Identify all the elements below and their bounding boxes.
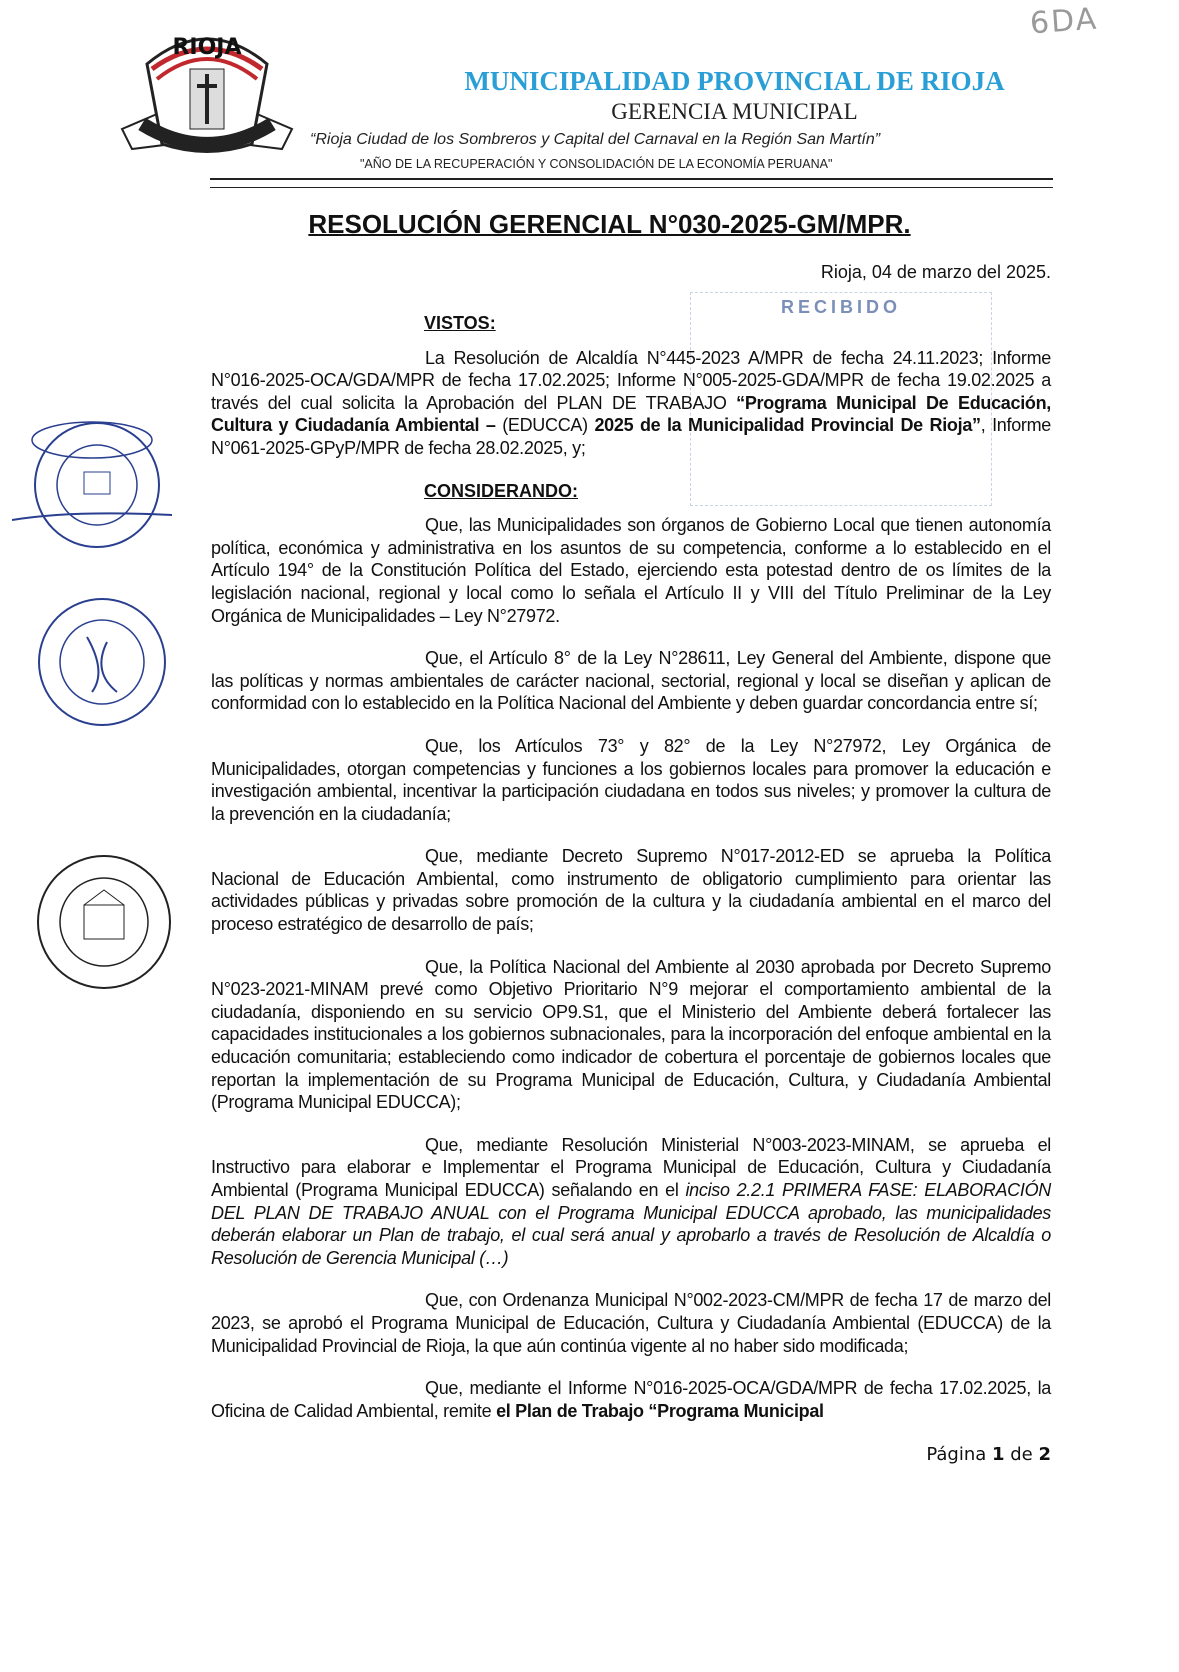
environmental-management-stamp [32,592,172,732]
text-run: Que, el Artículo 8° de la Ley N°28611, Ley General del Ambiente, dispone que las políticas y normas ambientales de carácter nacional, sectorial, regional y local se diseñan y aplican de conformidad con lo establecido en la Política Nacional del Ambiente y deben guardar concordancia entre sí; [211,648,1051,714]
document-date: Rioja, 04 de marzo del 2025. [820,262,1051,282]
header-divider [210,178,1053,188]
considerando-paragraph [211,956,1051,1114]
vistos-body [211,347,1051,460]
text-run: 2025 de la Municipalidad Provincial De Rioja” [594,415,981,436]
document-body [211,312,1051,1467]
text-run: “Programa Municipal De Educación, Cultura y Ciudadanía Ambiental – [211,392,1052,436]
text-run: Que, mediante Decreto Supremo N°017-2012-ED se aprueba la Política Nacional de Educación Ambiental, como instrumento de obligatorio cumplimiento para orientar las actividades públicas y privadas sobre promoción de la cultura y la ciudadanía ambiental en el marco del proceso estratégico de desarrollo de país; [211,846,1051,935]
handwritten-note: 6DA [1028,1,1100,42]
page-label: Página [926,1444,992,1466]
institution-name: MUNICIPALIDAD PROVINCIAL DE RIOJA [464,66,1005,96]
year-motto: "AÑO DE LA RECUPERACIÓN Y CONSOLIDACIÓN DE LA ECONOMÍA PERUANA" [360,157,833,171]
document-title: RESOLUCIÓN GERENCIAL N°030-2025-GM/MPR. [308,209,911,239]
received-stamp-label: RECIBIDO [780,297,901,317]
considerando-paragraph [211,845,1051,935]
considerando-body [211,514,1051,1422]
considerando-paragraph [211,1289,1051,1357]
text-run: Que, la Política Nacional del Ambiente al 2030 aprobada por Decreto Supremo N°023-2021-MINAM prevé como Objetivo Prioritario N°9 mejorar el comportamiento ambiental de la ciudadanía, disponiendo en su servicio OP9.S1, que el Ministerio del Ambiente deberá fortalecer las capacidades institucionales a los gobiernos subnacionales, para la incorporación del enfoque ambiental en la educación comunitaria; estableciendo como indicador de cobertura el porcentaje de gobiernos locales que reportan la implementación de su Programa Municipal de Educación, Cultura, y Ciudadanía Ambiental (Programa Municipal EDUCCA); [211,956,1051,1113]
legal-office-stamp [32,850,177,995]
current-page: 1 [991,1444,1005,1466]
text-run: Que, con Ordenanza Municipal N°002-2023-CM/MPR de fecha 17 de marzo del 2023, se aprobó el Programa Municipal de Educación, Cultura y Ciudadanía Ambiental (EDUCCA) de la Municipalidad Provincial de Rioja, la que aún continúa vigente al no haber sido modificada; [211,1290,1051,1356]
municipal-seal-stamp [12,410,177,560]
text-run: La Resolución de Alcaldía N°445-2023 A/MPR de fecha 24.11.2023; Informe N°016-2025-OCA/GDA/MPR de fecha 17.02.2025; Informe N°005-2025-GDA/MPR de fecha 19.02.2025 a través del cual solicita la Aprobación del PLAN DE TRABAJO [211,347,1051,413]
vistos-heading: VISTOS: [424,313,496,333]
text-run: (EDUCCA) [502,415,595,436]
city-slogan: “Rioja Ciudad de los Sombreros y Capital del Carnaval en la Región San Martín” [310,131,881,148]
considerando-heading: CONSIDERANDO: [424,480,579,501]
text-run: , Informe N°061-2025-GPyP/MPR de fecha 28.02.2025, y; [211,415,1052,458]
page-number [211,1444,1051,1467]
considerando-paragraph [211,1134,1051,1270]
text-run: Que, mediante el Informe N°016-2025-OCA/GDA/MPR de fecha 17.02.2025, la Oficina de Calidad Ambiental, remite [211,1378,1051,1421]
text-run: Que, las Municipalidades son órganos de Gobierno Local que tienen autonomía política, económica y administrativa en los asuntos de su competencia, conforme a lo establecido en el Artículo 194° de la Constitución Política del Estado, ejerciendo esta potestad dentro de os límites de la legislación nacional, regional y local como lo señala el Artículo II y VIII del Título Preliminar de la Ley Orgánica de Municipalidades – Ley N°27972. [211,515,1051,626]
office-name: GERENCIA MUNICIPAL [611,99,858,124]
text-run: Que, los Artículos 73° y 82° de la Ley N°27972, Ley Orgánica de Municipalidades, otorgan competencias y funciones a los gobiernos locales para promover la educación e investigación ambiental, incentivar la participación ciudadana en todos sus niveles; y promover la cultura de la prevención en la ciudadanía; [211,735,1051,824]
vistos-paragraph [211,347,1051,460]
text-run: Que, mediante Resolución Ministerial N°003-2023-MINAM, se aprueba el Instructivo para elaborar e Implementar el Programa Municipal de Educación, Cultura y Ciudadanía Ambiental (Programa Municipal EDUCCA) señalando en el [211,1134,1051,1200]
considerando-paragraph [211,514,1051,627]
considerando-paragraph [211,647,1051,715]
svg-text:RIOJA: RIOJA [172,35,242,60]
page-of: de [1004,1444,1039,1466]
text-run: el Plan de Trabajo “Programa Municipal [496,1400,824,1421]
total-pages: 2 [1038,1444,1051,1466]
considerando-paragraph [211,1377,1051,1422]
considerando-paragraph [211,735,1051,825]
text-run: inciso 2.2.1 PRIMERA FASE: ELABORACIÓN DEL PLAN DE TRABAJO ANUAL con el Programa Municipal EDUCCA aprobado, las municipalidades deberán elaborar un Plan de trabajo, el cual será anual y aprobarlo a través de Resolución de Alcaldía o Resolución de Gerencia Municipal (…) [211,1180,1051,1268]
